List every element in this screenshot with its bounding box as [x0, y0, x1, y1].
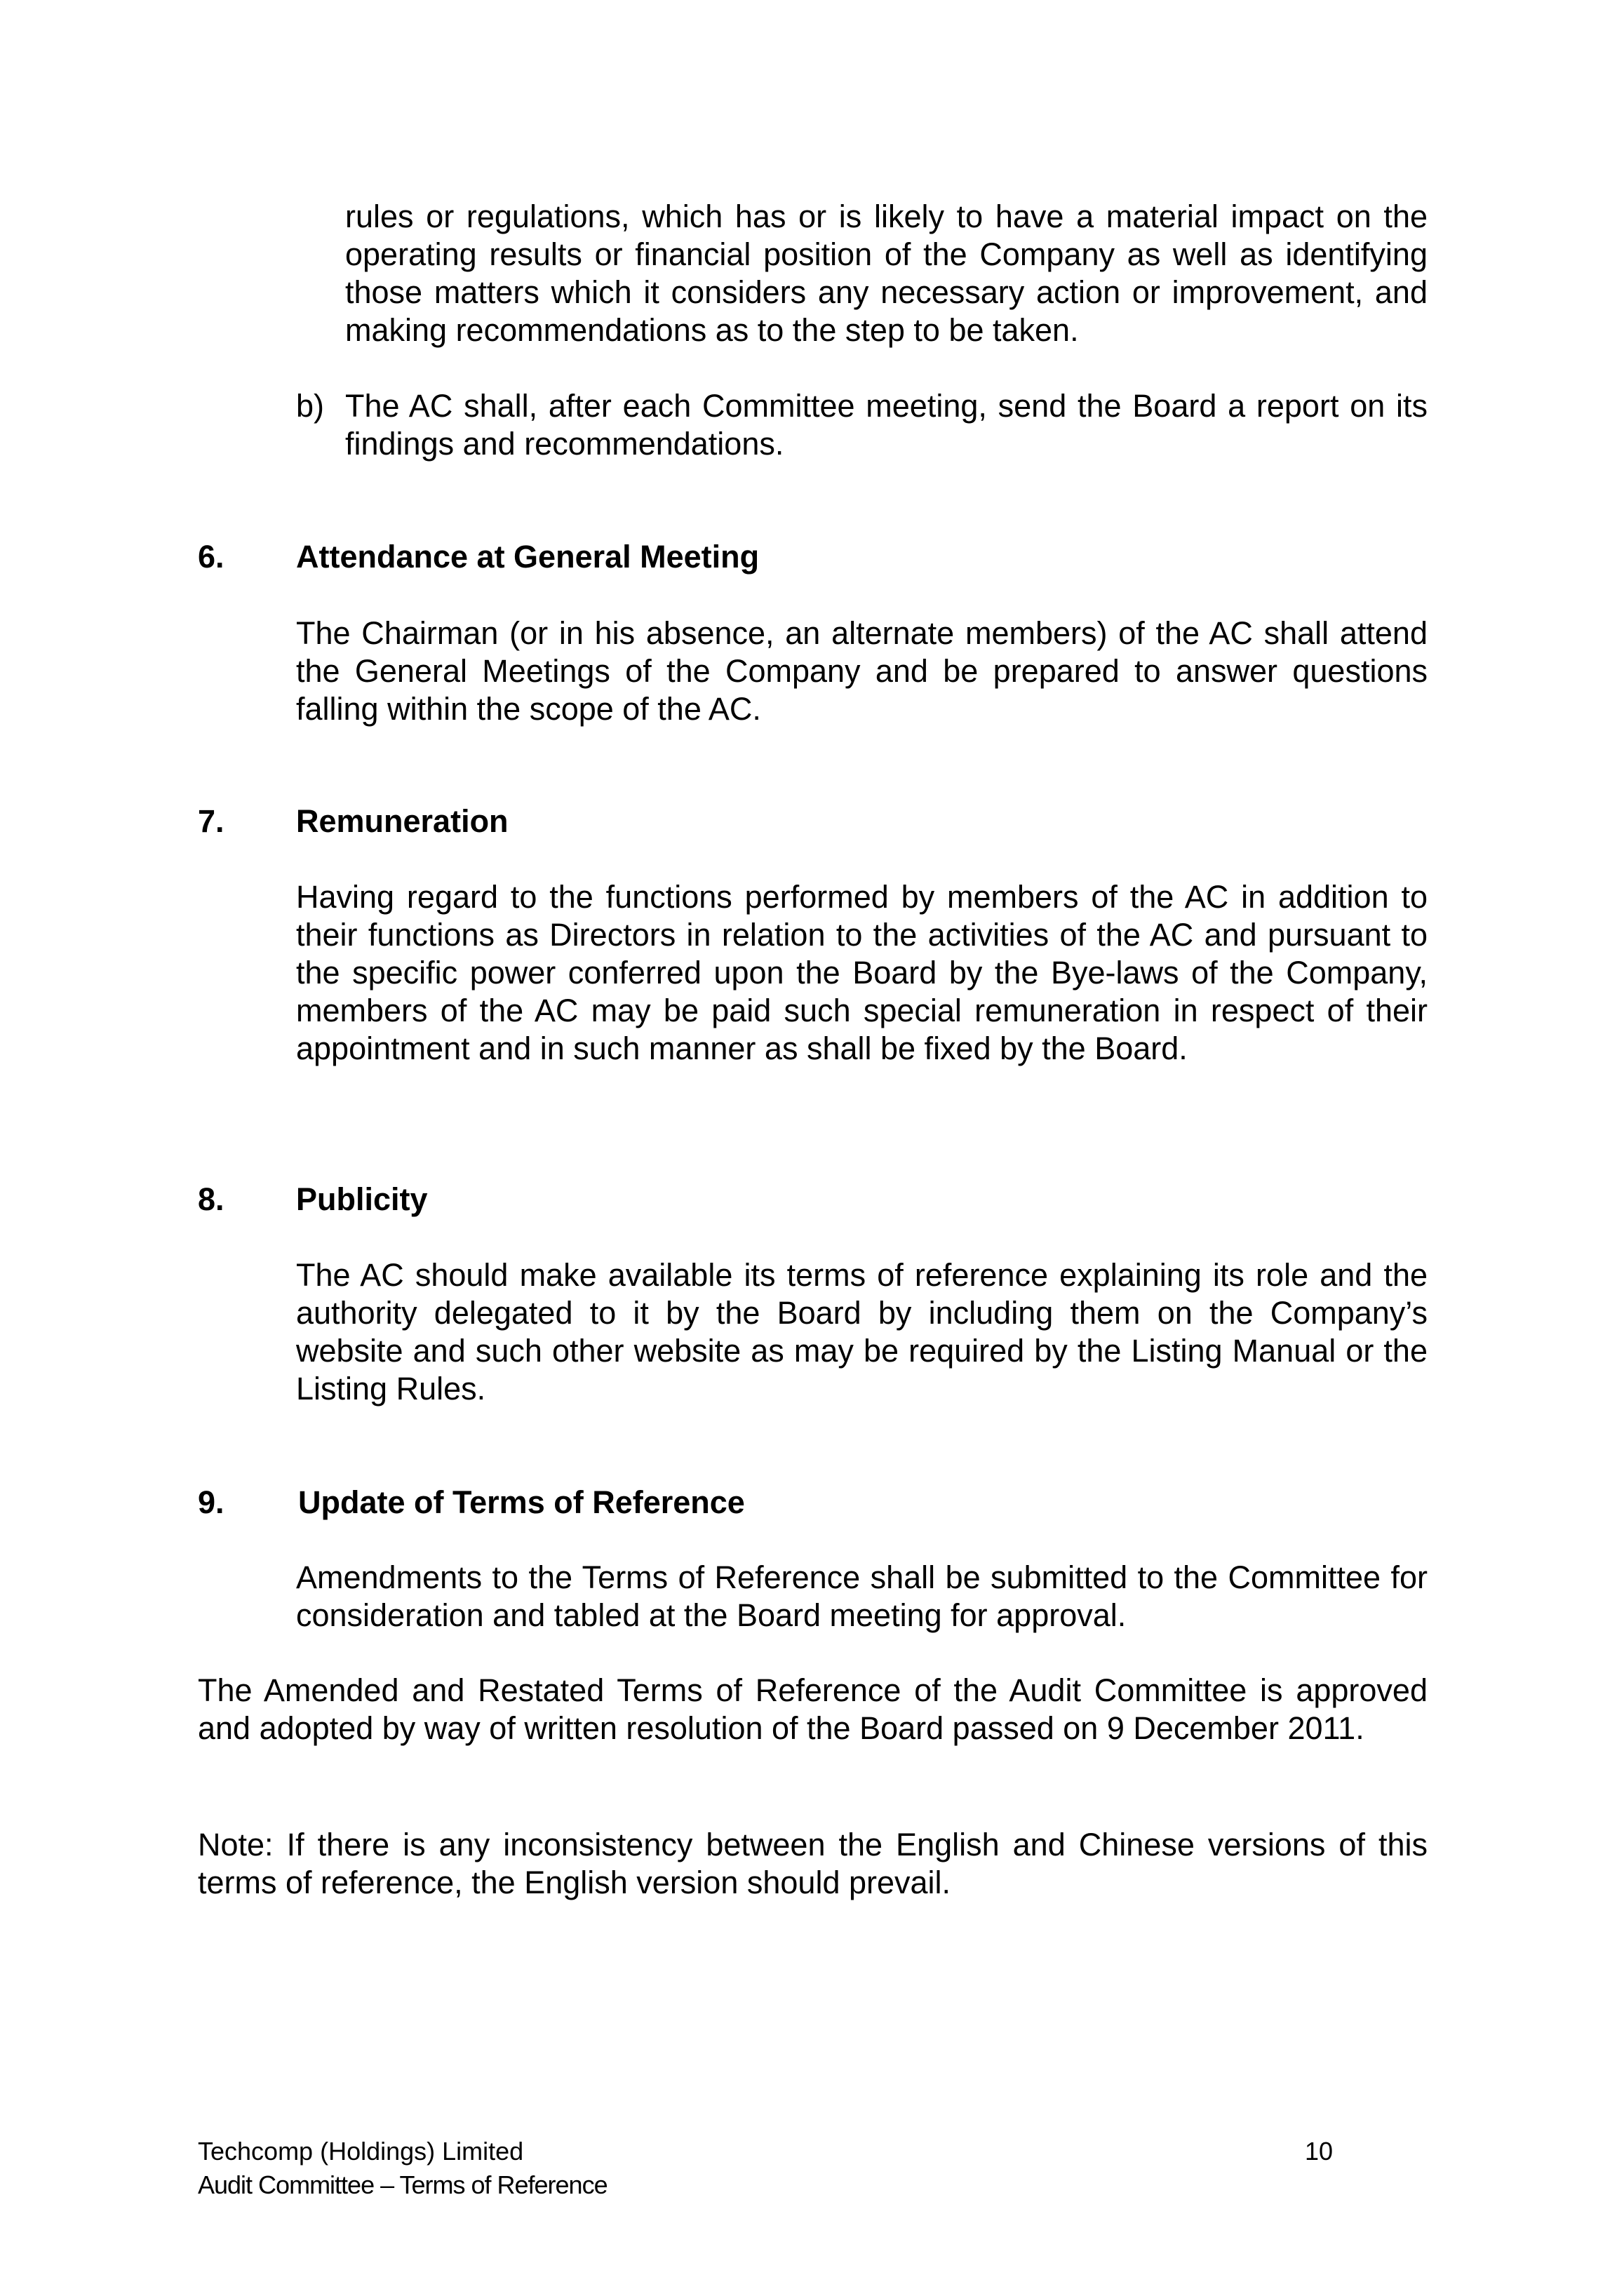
section-body-8: The AC should make available its terms of reference explaining its role and the authority delegated to it by the Board by including them on the Company’s website and such other website as may be required by the Listing Manual or the Listing Rules.	[296, 1257, 1428, 1407]
footer-company: Techcomp (Holdings) Limited	[198, 2137, 524, 2166]
continuation-paragraph: rules or regulations, which has or is likely to have a material impact on the operating results or financial position of the Company as well as identifying those matters which it considers any necessary action or improvement, and making recommendations as to the step to be taken.	[345, 199, 1428, 348]
section-body-7: Having regard to the functions performed by members of the AC in addition to their functions as Directors in relation to the activities of the AC and pursuant to the specific power conferred upon the Board by the Bye-laws of the Company, members of the AC may be paid such special remuneration in respect of their appointment and in such manner as shall be fixed by the Board.	[296, 879, 1428, 1066]
section-heading-9	[198, 1484, 1425, 1523]
section-heading-6	[198, 538, 1425, 577]
footer-document-title: Audit Committee – Terms of Reference	[198, 2170, 608, 2199]
section-title: Update of Terms of Reference	[298, 1484, 745, 1520]
page-number: 10	[1305, 2137, 1334, 2166]
section-title: Attendance at General Meeting	[296, 539, 760, 575]
section-heading-8	[198, 1181, 1425, 1220]
list-item-text: The AC shall, after each Committee meeting, send the Board a report on its findings and recommendations.	[345, 388, 1428, 462]
language-note: Note: If there is any inconsistency between the English and Chinese versions of this terms of reference, the English version should prevail.	[198, 1827, 1428, 1900]
section-title: Publicity	[296, 1181, 428, 1217]
section-body-9: Amendments to the Terms of Reference shall be submitted to the Committee for consideration and tabled at the Board meeting for approval.	[296, 1559, 1428, 1633]
section-number: 8.	[198, 1181, 224, 1217]
section-title: Remuneration	[296, 803, 509, 839]
list-marker: b)	[296, 388, 325, 424]
section-heading-7	[198, 803, 1425, 842]
list-item-b	[296, 387, 1578, 464]
section-number: 9.	[198, 1484, 224, 1520]
adoption-statement: The Amended and Restated Terms of Reference of the Audit Committee is approved and adopted by way of written resolution of the Board passed on 9 December 2011.	[198, 1672, 1428, 1746]
section-number: 7.	[198, 803, 224, 839]
section-number: 6.	[198, 539, 224, 575]
section-body-6: The Chairman (or in his absence, an alternate members) of the AC shall attend the General Meetings of the Company and be prepared to answer questions falling within the scope of the AC.	[296, 615, 1428, 727]
